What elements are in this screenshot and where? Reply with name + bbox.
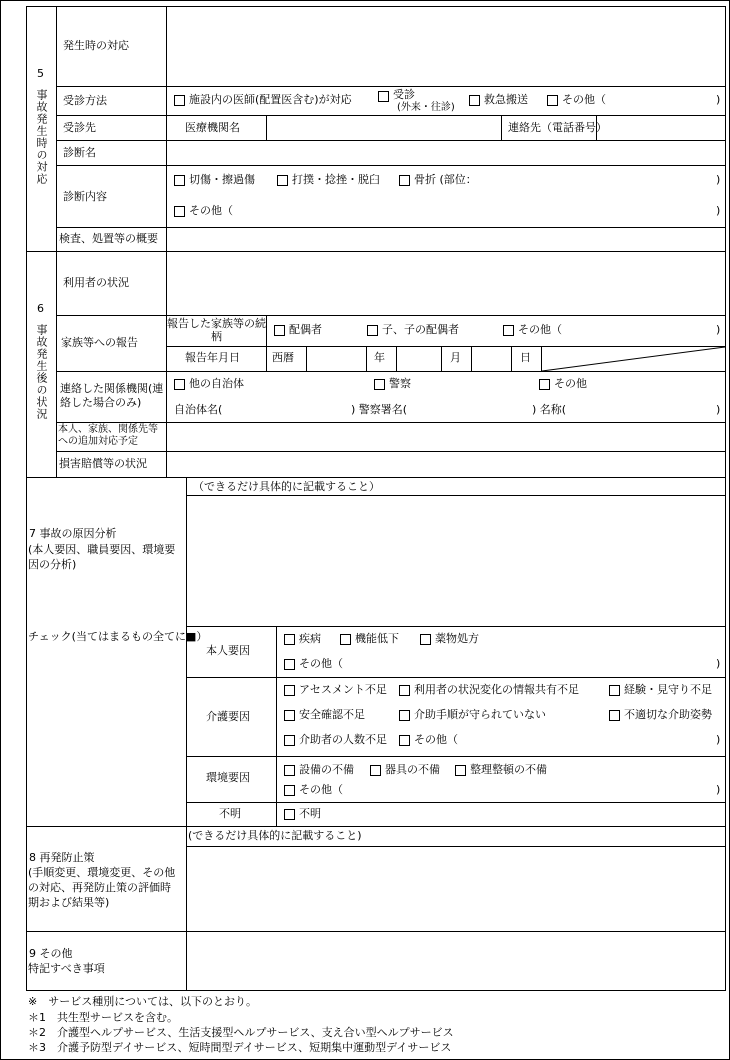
dest-label: 受診先 xyxy=(63,121,96,134)
rel-checkbox-other[interactable] xyxy=(503,325,514,336)
divider xyxy=(56,371,726,372)
close-paren: ) xyxy=(716,783,721,796)
section6-number: 6 xyxy=(37,302,44,315)
year-input[interactable] xyxy=(307,347,366,371)
section7-title: 7 事故の原因分析 xyxy=(29,527,117,540)
rel-opt-spouse: 配偶者 xyxy=(289,323,322,336)
relation-label: 報告した家族等の続柄 xyxy=(167,317,266,343)
close-paren: ) xyxy=(716,733,721,746)
facility-label: 医療機関名 xyxy=(185,121,240,134)
divider xyxy=(56,315,726,316)
self-opt-other: その他（ xyxy=(299,657,343,670)
divider xyxy=(56,6,57,477)
care-opt-watch: 経験・見守り不足 xyxy=(624,683,712,696)
user-status-label: 利用者の状況 xyxy=(63,276,129,289)
year-label: 年 xyxy=(374,351,385,364)
self-factor-label: 本人要因 xyxy=(206,644,250,657)
divider xyxy=(186,802,726,803)
section5-number: 5 xyxy=(37,67,44,80)
env-opt-equipment: 器具の不備 xyxy=(385,763,440,776)
close-paren: ) xyxy=(716,657,721,670)
muni-name-label: 自治体名( xyxy=(174,403,223,416)
month-label: 月 xyxy=(450,351,461,364)
self-opt-medication: 薬物処方 xyxy=(435,632,479,645)
agency-name-label: ) 名称( xyxy=(532,403,567,416)
prevention-input[interactable] xyxy=(187,847,725,931)
divider xyxy=(511,346,512,371)
diag-checkbox-other[interactable] xyxy=(174,206,185,217)
date-label: 報告年月日 xyxy=(185,351,240,364)
divider xyxy=(266,315,267,371)
diag-opt-other: その他（ xyxy=(189,204,233,217)
method-label: 受診方法 xyxy=(63,94,107,107)
self-checkbox-other[interactable] xyxy=(284,659,295,670)
response-field[interactable] xyxy=(167,7,725,86)
facility-input[interactable] xyxy=(267,116,501,140)
followup-input[interactable] xyxy=(167,423,725,451)
divider xyxy=(441,346,442,371)
user-status-input[interactable] xyxy=(167,252,725,315)
divider xyxy=(56,165,726,166)
care-checkbox-staffing[interactable] xyxy=(284,735,295,746)
diag-name-label: 診断名 xyxy=(63,146,96,159)
section5-title: 事故発生時の対応 xyxy=(35,89,48,185)
other-notes-input[interactable] xyxy=(187,932,725,990)
diag-content-label: 診断内容 xyxy=(63,190,107,203)
divider xyxy=(186,677,726,678)
divider xyxy=(366,346,367,371)
close-paren: ) xyxy=(716,173,721,186)
agency-opt-other: その他 xyxy=(554,377,587,390)
method-opt-other: その他（ xyxy=(562,93,606,106)
care-opt-staffing: 介助者の人数不足 xyxy=(299,733,387,746)
agency-checkbox-municipality[interactable] xyxy=(174,379,185,390)
section6-title: 事故発生後の状況 xyxy=(35,324,48,420)
self-checkbox-medication[interactable] xyxy=(420,634,431,645)
care-opt-other: その他（ xyxy=(414,733,458,746)
footer-note-3: ＊3 介護予防型デイサービス、短時間型デイサービス、短期集中運動型デイサービス xyxy=(28,1041,452,1054)
self-checkbox-decline[interactable] xyxy=(340,634,351,645)
divider xyxy=(276,626,277,826)
divider xyxy=(26,826,726,827)
close-paren: ) xyxy=(716,323,721,336)
care-checkbox-procedure[interactable] xyxy=(399,710,410,721)
diag-opt-bruise: 打撲・捻挫・脱臼 xyxy=(292,173,380,186)
family-report-label: 家族等への報告 xyxy=(61,336,138,349)
env-factor-label: 環境要因 xyxy=(206,771,250,784)
rel-opt-child: 子、子の配偶者 xyxy=(382,323,459,336)
police-name-label: ) 警察署名( xyxy=(351,403,408,416)
env-checkbox-other[interactable] xyxy=(284,785,295,796)
compensation-label: 損害賠償等の状況 xyxy=(59,457,147,470)
care-opt-info: 利用者の状況変化の情報共有不足 xyxy=(414,683,579,696)
followup-label: 本人、家族、関係先等への追加対応予定 xyxy=(58,424,158,447)
diag-opt-fracture: 骨折 (部位： xyxy=(414,173,477,186)
specific-note: （できるだけ具体的に記載すること） xyxy=(193,480,380,493)
method-checkbox-other[interactable] xyxy=(547,95,558,106)
section8-subtitle: (手順変更、環境変更、その他の対応、再発防止策の評価時期および結果等) xyxy=(28,866,176,909)
method-checkbox-ambulance[interactable] xyxy=(469,95,480,106)
env-checkbox-tidy[interactable] xyxy=(455,765,466,776)
env-opt-facility: 設備の不備 xyxy=(299,763,354,776)
close-paren: ) xyxy=(716,204,721,217)
care-checkbox-watch[interactable] xyxy=(609,685,620,696)
footer-note: ※ サービス種別については、以下のとおり。 xyxy=(28,995,257,1008)
rel-checkbox-spouse[interactable] xyxy=(274,325,285,336)
diag-checkbox-fracture[interactable] xyxy=(399,175,410,186)
agency-label: 連絡した関係機関(連絡した場合のみ) xyxy=(60,382,164,409)
divider xyxy=(501,115,502,140)
care-opt-posture: 不適切な介助姿勢 xyxy=(624,708,712,721)
method-checkbox-doctor[interactable] xyxy=(174,95,185,106)
rel-checkbox-child[interactable] xyxy=(367,325,378,336)
contact-label: 連絡先（電話番号） xyxy=(508,121,607,134)
section7-subtitle: (本人要因、職員要因、環境要因の分析) xyxy=(28,543,176,571)
diagonal-strike xyxy=(542,347,725,371)
section8-title: 8 再発防止策 xyxy=(29,851,95,864)
section9-subtitle: 特記すべき事項 xyxy=(28,962,105,975)
care-checkbox-assessment[interactable] xyxy=(284,685,295,696)
day-label: 日 xyxy=(520,351,531,364)
agency-opt-police: 警察 xyxy=(389,377,411,390)
care-factor-label: 介護要因 xyxy=(206,710,250,723)
divider xyxy=(56,86,726,87)
response-label: 発生時の対応 xyxy=(63,39,129,52)
exam-label: 検査、処置等の概要 xyxy=(59,232,158,245)
close-paren: ) xyxy=(716,403,721,416)
diag-name-input[interactable] xyxy=(167,141,725,165)
self-checkbox-illness[interactable] xyxy=(284,634,295,645)
diag-checkbox-cut[interactable] xyxy=(174,175,185,186)
close-paren: ) xyxy=(716,93,721,106)
agency-opt-municipality: 他の自治体 xyxy=(189,377,244,390)
method-opt-visit: 受診 xyxy=(393,88,415,101)
care-checkbox-safety[interactable] xyxy=(284,710,295,721)
care-opt-safety: 安全確認不足 xyxy=(299,708,365,721)
env-checkbox-facility[interactable] xyxy=(284,765,295,776)
footer-note-2: ＊2 介護型ヘルプサービス、生活支援型ヘルプサービス、支え合い型ヘルプサービス xyxy=(28,1026,454,1039)
agency-checkbox-police[interactable] xyxy=(374,379,385,390)
divider xyxy=(26,477,726,478)
env-opt-other: その他（ xyxy=(299,783,343,796)
agency-checkbox-other[interactable] xyxy=(539,379,550,390)
env-checkbox-equipment[interactable] xyxy=(370,765,381,776)
compensation-input[interactable] xyxy=(167,452,725,477)
care-checkbox-other[interactable] xyxy=(399,735,410,746)
table-border xyxy=(26,6,27,991)
care-checkbox-posture[interactable] xyxy=(609,710,620,721)
check-note: チェック(当てはまるもの全てに■） xyxy=(28,630,208,643)
method-checkbox-visit[interactable] xyxy=(378,91,389,102)
diag-checkbox-bruise[interactable] xyxy=(277,175,288,186)
env-opt-tidy: 整理整頓の不備 xyxy=(470,763,547,776)
care-checkbox-info[interactable] xyxy=(399,685,410,696)
analysis-input[interactable] xyxy=(187,496,725,626)
era-label: 西暦 xyxy=(272,351,294,364)
care-opt-procedure: 介助手順が守られていない xyxy=(414,708,546,721)
divider xyxy=(186,756,726,757)
table-border xyxy=(725,6,726,991)
month-input[interactable] xyxy=(397,347,441,371)
specific-note: (できるだけ具体的に記載すること) xyxy=(188,829,362,842)
exam-input[interactable] xyxy=(167,228,725,251)
unknown-opt: 不明 xyxy=(299,807,321,820)
rel-opt-other: その他（ xyxy=(518,323,562,336)
unknown-checkbox[interactable] xyxy=(284,809,295,820)
method-opt-doctor: 施設内の医師(配置医含む)が対応 xyxy=(189,93,352,106)
table-border xyxy=(26,990,726,991)
contact-input[interactable] xyxy=(597,116,725,140)
method-opt-visit-sub: (外来・往診) xyxy=(397,102,455,113)
method-opt-ambulance: 救急搬送 xyxy=(484,93,528,106)
footer-note-1: ＊1 共生型サービスを含む。 xyxy=(28,1011,178,1024)
day-input[interactable] xyxy=(472,347,511,371)
care-opt-assessment: アセスメント不足 xyxy=(299,683,387,696)
self-opt-decline: 機能低下 xyxy=(355,632,399,645)
diag-opt-cut: 切傷・擦過傷 xyxy=(189,173,255,186)
divider xyxy=(186,626,726,627)
self-opt-illness: 疾病 xyxy=(299,632,321,645)
section9-title: 9 その他 xyxy=(29,947,73,960)
unknown-label: 不明 xyxy=(219,807,241,820)
